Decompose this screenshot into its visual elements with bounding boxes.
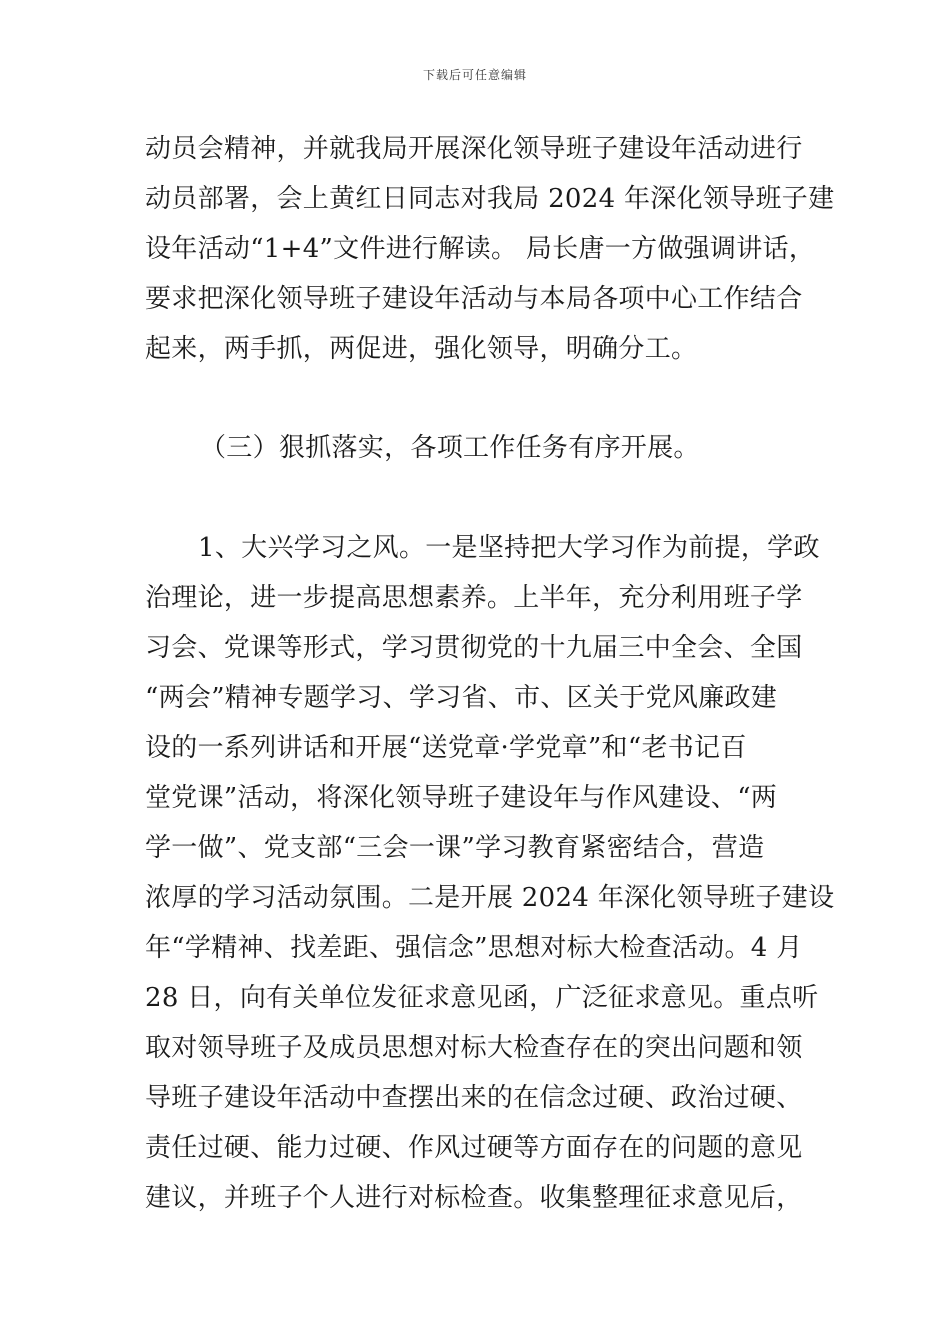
text-line: 设的一系列讲话和开展“送党章·学党章”和“老书记百 <box>145 733 747 763</box>
text-line: 年“学精神、找差距、强信念”思想对标大检查活动。4 月 <box>145 933 803 963</box>
text-line: 28 日，向有关单位发征求意见函，广泛征求意见。重点听 <box>145 983 819 1013</box>
text-line: 堂党课”活动，将深化领导班子建设年与作风建设、“两 <box>145 783 778 813</box>
section-heading: （三）狠抓落实，各项工作任务有序开展。 <box>200 433 700 463</box>
text-line: 要求把深化领导班子建设年活动与本局各项中心工作结合 <box>145 284 803 314</box>
text-line: “两会”精神专题学习、学习省、市、区关于党风廉政建 <box>145 683 778 713</box>
text-line: 设年活动“1+4”文件进行解读。 局长唐一方做强调讲话， <box>145 234 816 264</box>
text-line: 1、大兴学习之风。一是坚持把大学习作为前提，学政 <box>198 533 820 563</box>
text-line: 动员部署，会上黄红日同志对我局 2024 年深化领导班子建 <box>145 184 835 214</box>
text-line: 起来，两手抓，两促进，强化领导，明确分工。 <box>145 334 698 364</box>
page-header-note: 下载后可任意编辑 <box>422 68 527 82</box>
text-line: 习会、党课等形式，学习贯彻党的十九届三中全会、全国 <box>145 633 803 663</box>
text-line: 动员会精神，并就我局开展深化领导班子建设年活动进行 <box>145 134 803 164</box>
text-line: 治理论，进一步提高思想素养。上半年，充分利用班子学 <box>145 583 803 613</box>
text-line: 取对领导班子及成员思想对标大检查存在的突出问题和领 <box>145 1033 803 1063</box>
text-line: 学一做”、党支部“三会一课”学习教育紧密结合，营造 <box>145 833 765 863</box>
text-line: 建议，并班子个人进行对标检查。收集整理征求意见后， <box>145 1183 803 1213</box>
text-line: 导班子建设年活动中查摆出来的在信念过硬、政治过硬、 <box>145 1083 803 1113</box>
text-line: 浓厚的学习活动氛围。二是开展 2024 年深化领导班子建设 <box>145 883 835 913</box>
text-line: 责任过硬、能力过硬、作风过硬等方面存在的问题的意见 <box>145 1133 803 1163</box>
